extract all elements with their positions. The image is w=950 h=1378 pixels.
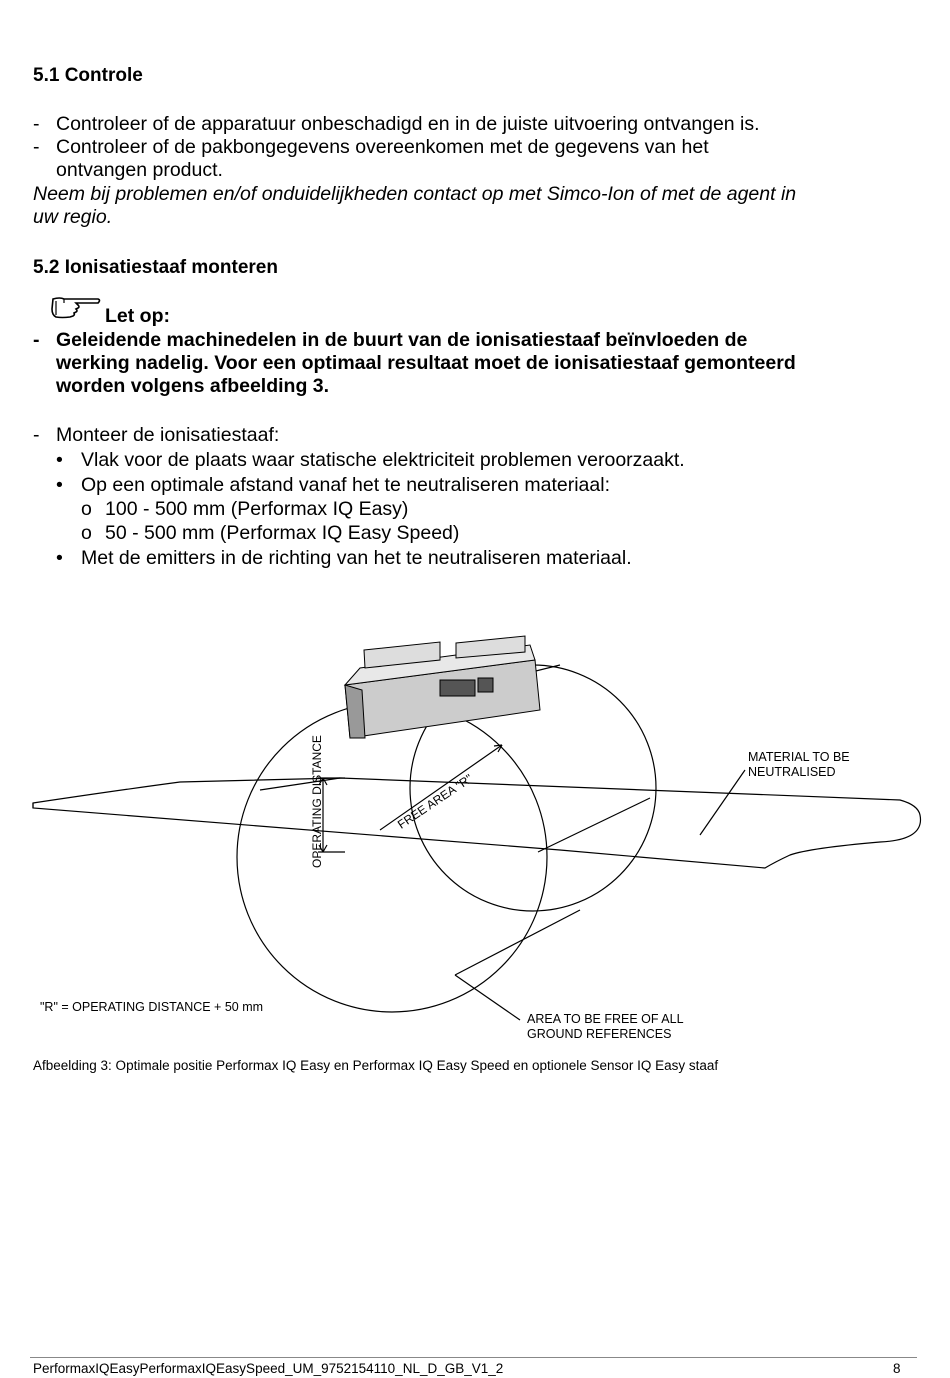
footer-divider [30, 1357, 917, 1358]
pointing-hand-icon [50, 295, 102, 326]
operating-distance-label: OPERATING DISTANCE [310, 735, 324, 868]
material-sheet [33, 778, 921, 868]
attention-label: Let op: [105, 305, 170, 327]
material-label: MATERIAL TO BE [748, 750, 850, 764]
page-number: 8 [893, 1361, 901, 1376]
warning-line: Geleidende machinedelen in de buurt van de ionisatiestaaf beïnvloeden de [56, 329, 748, 351]
area-free-label: GROUND REFERENCES [527, 1027, 672, 1041]
section-5-2-title: 5.2 Ionisatiestaaf monteren [33, 257, 278, 278]
footer-doc-id: PerformaxIQEasyPerformaxIQEasySpeed_UM_9752154110_NL_D_GB_V1_2 [33, 1361, 504, 1376]
bullet-text: Vlak voor de plaats waar statische elektriciteit problemen veroorzaakt. [81, 449, 685, 471]
material-label: NEUTRALISED [748, 765, 836, 779]
area-free-label: AREA TO BE FREE OF ALL [527, 1012, 684, 1026]
section-5-1-title: 5.1 Controle [33, 65, 143, 86]
bullet-text: Met de emitters in de richting van het te neutraliseren materiaal. [81, 547, 632, 569]
sub-bullet-text: 100 - 500 mm (Performax IQ Easy) [105, 498, 409, 520]
bullet-text: Op een optimale afstand vanaf het te neutraliseren materiaal: [81, 474, 610, 496]
figure-ionisation-bar-diagram [0, 620, 950, 1060]
note-line: uw regio. [33, 206, 113, 228]
warning-line: worden volgens afbeelding 3. [56, 375, 330, 397]
figure-caption: Afbeelding 3: Optimale positie Performax IQ Easy en Performax IQ Easy Speed en optionele Sensor IQ Easy staaf [33, 1058, 719, 1073]
sub-bullet-text: 50 - 500 mm (Performax IQ Easy Speed) [105, 522, 460, 544]
r-formula-label: "R" = OPERATING DISTANCE + 50 mm [40, 1000, 264, 1014]
free-area-label: FREE AREA "R" [395, 771, 476, 832]
mount-intro: Monteer de ionisatiestaaf: [56, 424, 280, 446]
note-line: Neem bij problemen en/of onduidelijkheden contact op met Simco-Ion of met de agent in [33, 183, 797, 205]
ionisation-bar [345, 636, 540, 738]
warning-line: werking nadelig. Voor een optimaal resultaat moet de ionisatiestaaf gemonteerd [56, 352, 796, 374]
list-item-continuation: ontvangen product. [56, 159, 223, 181]
list-item-text: Controleer of de pakbongegevens overeenkomen met de gegevens van het [56, 136, 709, 158]
list-item-text: Controleer of de apparatuur onbeschadigd en in de juiste uitvoering ontvangen is. [56, 113, 760, 135]
